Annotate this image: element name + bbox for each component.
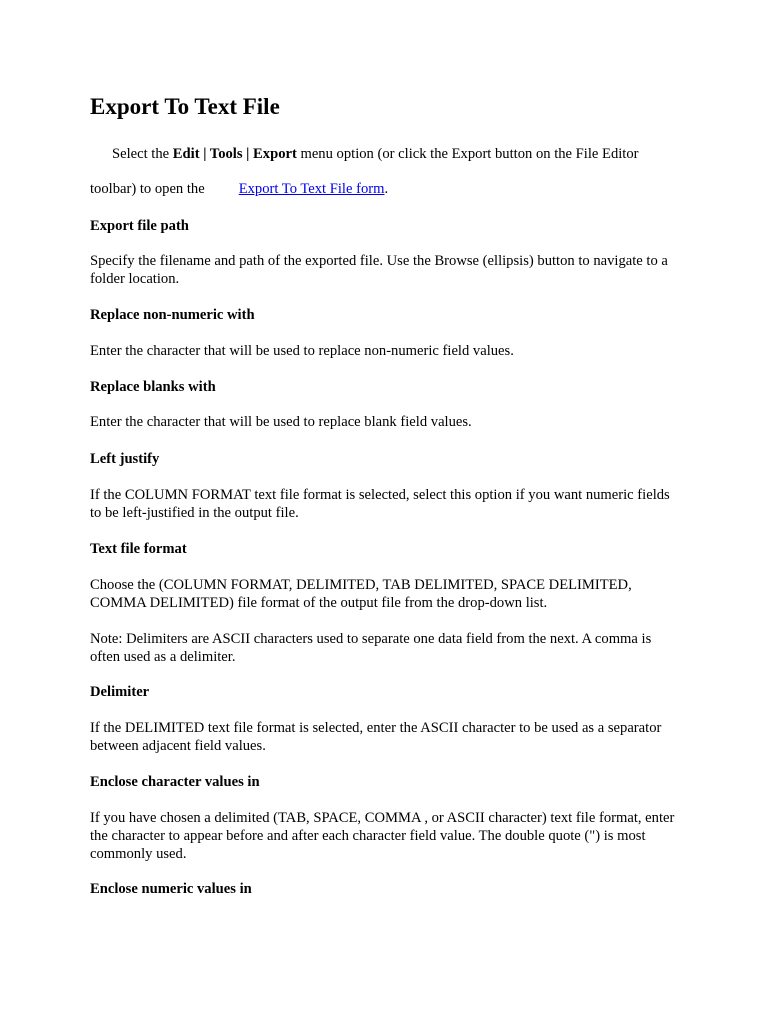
page-title: Export To Text File	[90, 94, 280, 119]
intro-line-1	[112, 145, 639, 163]
section-note-delimiters: Note: Delimiters are ASCII characters used to separate one data field from the next. A comma is often used as a delimiter.	[90, 631, 652, 665]
section-heading-delimiter: Delimiter	[90, 684, 150, 700]
section-heading-export-file-path: Export file path	[90, 218, 189, 234]
section-text-replace-blanks: Enter the character that will be used to replace blank field values.	[90, 414, 472, 430]
section-heading-left-justify: Left justify	[90, 451, 160, 467]
section-heading-text-file-format: Text file format	[90, 541, 187, 557]
section-text-text-file-format: Choose the (COLUMN FORMAT, DELIMITED, TAB DELIMITED, SPACE DELIMITED, COMMA DELIMITED) file format of the output file from the drop-down list.	[90, 577, 632, 611]
intro-text: menu option (or click the Export button on the File Editor	[296, 146, 639, 162]
section-text-export-file-path: Specify the filename and path of the exported file. Use the Browse (ellipsis) button to navigate to a folder location.	[90, 253, 668, 287]
intro-text: Select the	[112, 146, 173, 162]
menu-path: Edit | Tools | Export	[172, 146, 297, 162]
section-text-left-justify: If the COLUMN FORMAT text file format is selected, select this option if you want numeric fields to be left-justified in the output file.	[90, 487, 670, 521]
intro-text: .	[384, 181, 389, 197]
section-text-enclose-character: If you have chosen a delimited (TAB, SPACE, COMMA , or ASCII character) text file format, enter the character to appear before and after each character field value. The double quote (") is most commonly used.	[90, 810, 675, 862]
section-heading-enclose-numeric: Enclose numeric values in	[90, 881, 252, 897]
section-heading-replace-blanks: Replace blanks with	[90, 379, 216, 395]
intro-text: toolbar) to open the	[90, 181, 205, 197]
section-text-delimiter: If the DELIMITED text file format is selected, enter the ASCII character to be used as a separator between adjacent field values.	[90, 720, 662, 754]
section-heading-replace-non-numeric: Replace non-numeric with	[90, 307, 255, 323]
intro-line-2	[90, 180, 388, 198]
export-form-link[interactable]: Export To Text File form	[238, 181, 385, 197]
section-heading-enclose-character: Enclose character values in	[90, 774, 260, 790]
section-text-replace-non-numeric: Enter the character that will be used to replace non-numeric field values.	[90, 343, 514, 359]
